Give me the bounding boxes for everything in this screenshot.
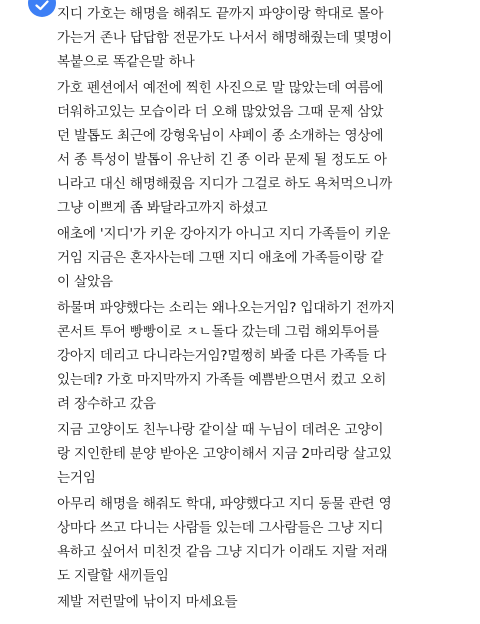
- comment-line: 애초에 '지디'가 키운 강아지가 아니고 지디 가족들이 키운: [57, 226, 391, 242]
- comment-line: 지금 고양이도 친누나랑 같이살 때 누님이 데려온 고양이: [57, 422, 384, 438]
- comment-line: 랑 지인한테 분양 받아온 고양이해서 지금 2마리랑 살고있: [57, 446, 392, 462]
- comment-line: 거임 지금은 혼자사는데 그땐 지디 애초에 가족들이랑 같: [57, 250, 384, 266]
- comment-line: 더워하고있는 모습이라 더 오해 많았었음 그때 문제 삼았: [57, 104, 384, 120]
- checkmark-badge-icon: [28, 0, 56, 17]
- comment-line: 그냥 이쁘게 좀 봐달라고까지 하셨고: [57, 200, 268, 216]
- comment-line: 가호 펜션에서 예전에 찍힌 사진으로 말 많았는데 여름에: [57, 80, 384, 96]
- comment-line: 던 발톱도 최근에 강형욱님이 샤페이 종 소개하는 영상에: [57, 128, 384, 144]
- comment-line: 가는거 존나 답답함 전문가도 나서서 해명해줬는데 몇명이: [57, 30, 393, 46]
- comment-line: 복붙으로 똑같은말 하나: [57, 54, 195, 70]
- comment-line: 하물며 파양했다는 소리는 왜나오는거임? 입대하기 전까지: [57, 300, 395, 316]
- comment-line: 욕하고 싶어서 미친것 같음 그냥 지디가 이래도 지랄 저래: [57, 544, 388, 560]
- comment-line: 있는데? 가호 마지막까지 가족들 예쁨받으면서 컸고 오히: [57, 372, 387, 388]
- comment-line: 제발 저런말에 낚이지 마세요들: [57, 594, 238, 610]
- comment-line: 상마다 쓰고 다니는 사람들 있는데 그사람들은 그냥 지디: [57, 520, 384, 536]
- comment-line: 서 종 특성이 발톱이 유난히 긴 종 이라 문제 될 정도도 아: [57, 152, 387, 168]
- comment-line: 콘서트 투어 빵빵이로 ㅈㄴ돌다 갔는데 그럼 해외투어를: [57, 324, 380, 340]
- comment-line: 지디 가호는 해명을 해줘도 끝까지 파양이랑 학대로 몰아: [57, 6, 384, 22]
- comment-line: 도 지랄할 새끼들임: [57, 568, 169, 584]
- comment-line: 이 살았음: [57, 274, 113, 290]
- comment-line: 강아지 데리고 다니라는거임?멀쩡히 봐줄 다른 가족들 다: [57, 348, 387, 364]
- comment-line: 려 장수하고 갔음: [57, 396, 156, 412]
- comment-line: 니라고 대신 해명해줬음 지디가 그걸로 하도 욕처먹으니까: [57, 176, 393, 192]
- comment-line: 아무리 해명을 해줘도 학대, 파양했다고 지디 동물 관련 영: [57, 496, 392, 512]
- comment-line: 는거임: [57, 470, 96, 486]
